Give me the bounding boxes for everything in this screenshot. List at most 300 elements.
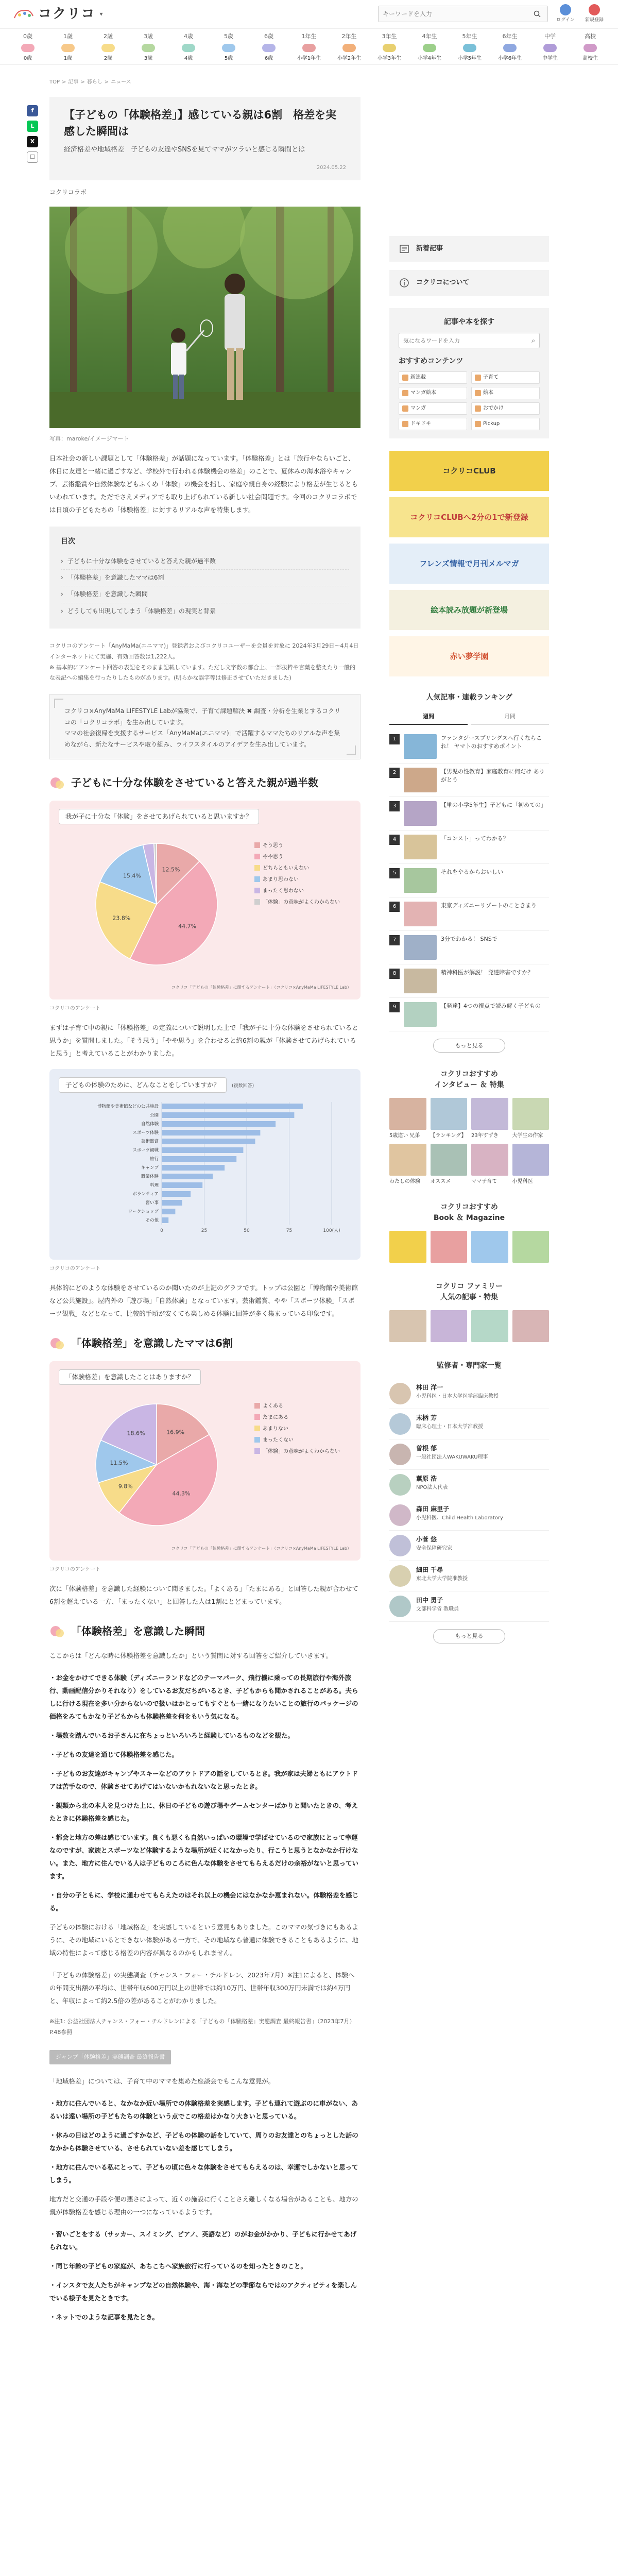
interview-item[interactable]: [431, 1144, 468, 1185]
toc-item-label: どうしても出現してしまう「体験格差」の現実と背景: [67, 607, 216, 615]
header-search: [378, 6, 548, 22]
search-icon[interactable]: ⌕: [531, 336, 535, 344]
chip-label: マンガ: [410, 405, 426, 411]
toc-item[interactable]: [61, 586, 349, 603]
promo-banner[interactable]: [389, 544, 549, 584]
breadcrumb-item[interactable]: ニュース: [111, 79, 131, 85]
family-item[interactable]: [512, 1310, 550, 1344]
intro-paragraph: 日本社会の新しい課題として「体験格差」が話題になっています。「体験格差」とは「旅行やならいごと、休日に友達と一緒に過ごすなど、学校外で行われる体験機会の格差」のことで、夏休みの海水浴やキャンプ、芸術鑑賞や自然体験などもふくめ「体験」の機会を指し、家庭や親自身の経験により格差が生じるともいわれています。ただでさえメディアでも取り上げられている新しい社会問題です。今回のコクリコラボでは日頃の子どもたちの「体験格差」に対するリアルな声を特集します。: [49, 454, 358, 514]
interview-title-text: 【ランキング】: [430, 1133, 467, 1139]
interview-item[interactable]: [471, 1098, 508, 1140]
quote-item: ・ネットでのような記事を見たとき。: [49, 2313, 159, 2321]
toc-title: 目次: [61, 537, 75, 546]
age-nav-item[interactable]: [12, 33, 43, 64]
article-author: コクリコラボ: [49, 188, 87, 196]
age-top-label: 6年生: [502, 33, 518, 40]
rank-thumbnail: [404, 801, 437, 826]
interview-title-text: わたしの体験: [389, 1179, 420, 1185]
age-label: 6歳: [264, 56, 273, 62]
signup-button[interactable]: 新規登録: [583, 4, 606, 24]
age-nav-item[interactable]: [374, 33, 405, 64]
expert-desc: 安全保障研究家: [416, 1545, 452, 1551]
category-label: ワークショップ: [128, 1209, 159, 1215]
age-nav-item[interactable]: [535, 33, 565, 64]
recommended-chip[interactable]: [471, 402, 540, 415]
survey-note: コクリコのアンケート「AnyMaMa(エニママ)」登録者およびコクリコユーザーを会員を対象に 2024年3月29日〜4月4日インターネットにて実施、有効回答数は1,222人。 ※ 基本的にアンケート回答の表記をそのまま記載しています。ただし文字数の都合上、一部抜粋や言葉を整えたり一般的な表記への編集を行ったりしたものがあります。(明らかな誤字等は修正させていただきました): [49, 642, 359, 682]
article-date: 2024.05.22: [316, 164, 346, 171]
more-button[interactable]: もっと見る: [433, 1039, 505, 1053]
toc-item[interactable]: [61, 603, 349, 619]
chip-label: マンガ絵本: [410, 389, 436, 396]
age-label: 小学4年生: [417, 56, 442, 62]
section2-paragraph: 次に「体験格差」を意識した経験について聞きました。「よくある」「たまにある」と回答した親が合わせて6割を超えている一方、「まったくない」と回答した人は1割にとどまっています。: [49, 1584, 358, 1605]
age-nav-item[interactable]: [213, 33, 244, 64]
ranking-item[interactable]: [389, 964, 549, 998]
category-label: 博物館や美術館などの公共施設: [97, 1104, 159, 1110]
logo-text: コクリコ: [38, 6, 96, 22]
quote-item: ・場数を踏んでいるお子さんに在ちょっといろいろと経験しているものなどを観た。: [49, 1731, 295, 1739]
age-nav-item[interactable]: [173, 33, 204, 64]
pie-value-label: 12.5%: [162, 866, 180, 873]
x-tick-label: 100(人): [323, 1228, 340, 1234]
hero-photo: [49, 207, 360, 428]
x-tick-label: 0: [160, 1228, 163, 1234]
rank-number: 6: [389, 902, 400, 912]
chart-source: コクリコのアンケート: [49, 1266, 101, 1272]
age-label: 2歳: [104, 56, 113, 62]
age-top-label: 3歳: [144, 33, 153, 40]
section-heading: 子どもに十分な体験をさせていると答えた親が過半数: [49, 775, 360, 791]
avatar: [389, 1383, 411, 1404]
chevron-right-icon: ›: [61, 607, 63, 615]
ranking-item[interactable]: [389, 931, 549, 964]
interview-title: コクリコおすすめ インタビュー ＆ 特集: [434, 1070, 504, 1090]
expert-name: 小菅 悠: [416, 1536, 437, 1544]
interview-item[interactable]: [431, 1098, 468, 1140]
bar: [162, 1104, 303, 1109]
ranking-item[interactable]: [389, 998, 549, 1031]
legend-swatch: [254, 1403, 260, 1409]
expert-name: 薫原 浩: [416, 1475, 437, 1483]
tag-icon: [402, 421, 408, 427]
bar: [162, 1174, 213, 1179]
avatar: [389, 1535, 411, 1556]
age-label: 5歳: [224, 56, 233, 62]
ranking-item[interactable]: [389, 897, 549, 931]
tag-icon: [402, 390, 408, 396]
legend-label: まったく思わない: [263, 888, 304, 894]
age-label: 小学6年生: [497, 56, 522, 62]
article-main: [31, 97, 360, 2330]
bar: [162, 1156, 236, 1162]
article-subtitle: 経済格差や地域格差 子どもの友達やSNSを見てママがツラいと感じる瞬間とは: [64, 146, 305, 154]
age-icon: [461, 41, 478, 54]
legend-label: やや思う: [263, 854, 283, 860]
recommended-chip[interactable]: [399, 387, 467, 399]
interview-title-text: 23年すずき: [471, 1133, 499, 1139]
expert-item[interactable]: [389, 1500, 549, 1531]
age-nav-item[interactable]: [253, 33, 284, 64]
more-button[interactable]: もっと見る: [433, 1629, 505, 1643]
family-title: コクリコ ファミリー 人気の記事・特集: [435, 1282, 503, 1302]
rank-number: 9: [389, 1002, 400, 1012]
age-label: 小学5年生: [457, 56, 482, 62]
avatar: [389, 1413, 411, 1435]
age-icon: [180, 41, 197, 54]
promo-banner[interactable]: [389, 451, 549, 491]
ranking-item[interactable]: [389, 864, 549, 897]
legend-swatch: [254, 899, 260, 905]
hero-caption: 写真：maroke/イメージマート: [49, 435, 129, 442]
section3-paragraph-3: 「子どもの体験格差」の実態調査（チャンス・フォー・チルドレン、2023年7月）※注1によると、体験への年間支出額の平均は、世帯年収600万円以上の世帯では約10万円、世帯年収300万円未満では約4万円と、年収によって約2.5倍の差があることがわかりました。: [49, 1971, 355, 2005]
facebook-icon[interactable]: f: [27, 105, 38, 116]
bubble-icon: [49, 1336, 65, 1352]
promo-banner[interactable]: [389, 590, 549, 630]
family-item[interactable]: [389, 1310, 426, 1344]
rank-title: 東京ディズニーリゾートのこときまり: [441, 902, 537, 909]
book-item[interactable]: [512, 1231, 550, 1265]
family-item[interactable]: [471, 1310, 508, 1344]
quote-item: ・インスタで友人たちがキャンプなどの自然体験や、海・海などの季節ならではのアクティビティを楽しんでいる様子を見たときです。: [49, 2281, 357, 2302]
book-item[interactable]: [471, 1231, 508, 1265]
banner-text: コクリコCLUBへ2分の1で新登録: [410, 512, 528, 522]
chart-title: 「体験格差」を意識したことはありますか？: [59, 1369, 201, 1385]
about-link[interactable]: コクリコについて: [389, 270, 549, 296]
rank-title: 「コンスト」ってわかる？: [441, 835, 509, 842]
bar: [162, 1165, 225, 1171]
expert-item[interactable]: [389, 1470, 549, 1500]
category-label: 料理: [149, 1183, 159, 1189]
category-label: 公園: [149, 1113, 159, 1118]
expert-desc: 臨床心理士・日本大学准教授: [416, 1423, 483, 1430]
article-header: [49, 97, 360, 180]
expert-desc: 一般社団法人WAKUWAKU理事: [416, 1454, 488, 1460]
breadcrumb: [49, 65, 587, 97]
legend-label: 「体験」の意味がよくわからない: [263, 899, 340, 905]
recommended-chip[interactable]: [471, 387, 540, 399]
reference-note: ※注1: 公益社団法人チャンス・フォー・チルドレンによる「子どもの「体験格差」実態調査 最終報告書」（2023年7月）P.48参照: [49, 2018, 355, 2036]
interview-thumbnail: [512, 1098, 550, 1130]
tag-icon: [402, 405, 408, 412]
avatar: [389, 1444, 411, 1465]
pie-value-label: 44.3%: [172, 1490, 191, 1497]
age-label: 1歳: [63, 56, 73, 62]
avatar: [389, 1565, 411, 1587]
category-label: 職業体験: [141, 1174, 159, 1180]
avatar: [389, 1474, 411, 1496]
age-top-label: 3年生: [382, 33, 397, 40]
promo-banner[interactable]: [389, 497, 549, 537]
report-link-button[interactable]: ジャンプ「体験格差」実態調査 最終報告書: [49, 2050, 171, 2064]
bar: [162, 1191, 191, 1197]
age-label: 0歳: [23, 56, 32, 62]
promo-banner[interactable]: [389, 636, 549, 676]
user-icon: [560, 4, 571, 15]
age-top-label: 2年生: [341, 33, 357, 40]
ranking-title: 人気記事・連載ランキング: [426, 693, 512, 702]
expert-title: 監修者・専門家一覧: [437, 1362, 502, 1370]
age-top-label: 2歳: [104, 33, 113, 40]
recommended-chip[interactable]: [471, 418, 540, 430]
age-top-label: 1年生: [301, 33, 317, 40]
bar: [162, 1121, 276, 1127]
line-icon[interactable]: L: [27, 121, 38, 132]
age-nav: [0, 29, 618, 65]
login-button[interactable]: ログイン: [554, 4, 577, 24]
promo-text: コクリコ×AnyMaMa LIFESTYLE Labが協業で、子育て課題解決 ✖ 調査・分析を生業とするコクリコの「コクリコラボ」を生み出しています。 ママの社会復帰を支援するサービス「AnyMaMa(エニママ)」で活躍するママたちのリアルな声を集めながら、新たなサービスや取り組み、ライフスタイルのアイデアを生み出しています。: [64, 707, 341, 749]
chart-note: コクリコ「子どもの「体験格差」に関するアンケート」（コクリコ×AnyMaMa LIFESTYLE Lab）: [171, 985, 351, 990]
section1-paragraph-1: まずは子育て中の親に「体験格差」の定義について説明した上で「我が子に十分な体験をさせられていると思うか」を質問しました。「そう思う」「やや思う」を合わせると約6割の親が「体験させてあげられていると思う」と考えていることがわかりました。: [49, 1024, 358, 1058]
pie-value-label: 18.6%: [127, 1430, 145, 1437]
section1-paragraph-2: 具体的にどのような体験をさせているのか聞いたのが上記のグラフです。トップは公園と「博物館や美術館など公共施設」。屋内外の「遊び場」「自然体験」となっています。芸術鑑賞、やや「スポーツ体験」「スポーツ観戦」などとなって、比較的手頃が安くても楽しめる体験に回答が多く集まっている印象です。: [49, 1284, 358, 1318]
interview-title-text: 大学生の作家: [512, 1133, 543, 1139]
banner-text: 赤い夢学園: [450, 651, 489, 661]
bubble-icon: [49, 1624, 65, 1640]
legend-swatch: [254, 1437, 260, 1443]
legend-swatch: [254, 842, 260, 848]
tab-monthly[interactable]: 月間: [471, 709, 549, 725]
tag-icon: [475, 390, 481, 396]
recommended-chip[interactable]: [399, 371, 467, 384]
age-label: 小学1年生: [297, 56, 321, 62]
legend-swatch: [254, 888, 260, 893]
legend-swatch: [254, 1448, 260, 1454]
interview-thumbnail: [431, 1098, 468, 1130]
tag-icon: [475, 421, 481, 427]
chip-label: 新連載: [410, 374, 426, 380]
tag-icon: [402, 375, 408, 381]
rank-title: 精神科医が解説！ 発達障害ですか？: [441, 969, 534, 976]
category-label: 芸術鑑賞: [141, 1139, 159, 1145]
interview-thumbnail: [389, 1098, 426, 1130]
breadcrumb-item[interactable]: TOP: [49, 79, 60, 85]
bookmark-icon[interactable]: ☐: [27, 151, 38, 163]
quote-item: ・地方に住んでいると、なかなか近い場所での体験格差を実感します。子ども連れて遊ぶのに車がない、あるいは遠い場所の子どもたちの体験という点でこの格差はかなり大きいと思っている。: [49, 2099, 358, 2121]
expert-item[interactable]: [389, 1591, 549, 1622]
breadcrumb-separator: >: [104, 79, 109, 85]
rank-title: ファンタジースプリングスへ行くならこれ！ ヤマトのおすすめポイント: [441, 734, 542, 750]
book-item[interactable]: [389, 1231, 426, 1265]
age-label: 小学3年生: [377, 56, 402, 62]
book-item[interactable]: [431, 1231, 468, 1265]
ranking-item[interactable]: [389, 730, 549, 764]
age-nav-item[interactable]: [494, 33, 525, 64]
chip-label: Pickup: [483, 420, 500, 427]
rank-thumbnail: [404, 969, 437, 993]
quote-item: ・子どものお友達がキャンプやスキーなどのアウトドアの話をしているとき。我が家は夫婦ともにアウトドアは苦手なので、体験させてあげてはいないかもれないなと思ったとき。: [49, 1769, 358, 1790]
expert-desc: 文部科学省 教職員: [416, 1606, 459, 1612]
category-label: スポーツ体験: [132, 1130, 159, 1136]
age-label: 3歳: [144, 56, 153, 62]
bar: [162, 1209, 175, 1214]
pie-value-label: 44.7%: [178, 923, 197, 930]
chip-label: 子育て: [483, 374, 499, 380]
toc-item-label: 「体験格差」を意識した瞬間: [67, 590, 148, 598]
age-nav-item[interactable]: [454, 33, 485, 64]
new-articles-link[interactable]: 新着記事: [389, 236, 549, 262]
legend-swatch: [254, 854, 260, 859]
age-nav-item[interactable]: [414, 33, 445, 64]
rank-thumbnail: [404, 768, 437, 792]
sidebar-search: [389, 308, 549, 438]
ranking-item[interactable]: [389, 831, 549, 864]
interview-thumbnail: [389, 1144, 426, 1176]
chart-subtitle: (複数回答): [232, 1083, 254, 1089]
category-label: ボランティア: [132, 1192, 159, 1197]
age-top-label: 中学: [544, 33, 556, 40]
expert-item[interactable]: [389, 1561, 549, 1591]
rank-thumbnail: [404, 902, 437, 926]
sidebar-search-input[interactable]: [403, 337, 531, 344]
breadcrumb-separator: >: [80, 79, 85, 85]
section3-paragraph-1: ここからは「どんな時に体験格差を意識したか」という質問に対する回答をご紹介していきます。: [49, 1651, 333, 1659]
toc-item[interactable]: [61, 570, 349, 586]
family-item[interactable]: [431, 1310, 468, 1344]
promo-box: [49, 694, 360, 759]
expert-desc: NPO法人代表: [416, 1484, 448, 1490]
legend-label: どちらともいえない: [263, 865, 309, 871]
age-nav-item[interactable]: [575, 33, 606, 64]
quote-item: ・子どもの友達を通じて体験格差を感じた。: [49, 1750, 179, 1758]
bar: [162, 1147, 243, 1153]
interview-item[interactable]: [389, 1098, 426, 1140]
age-nav-item[interactable]: [133, 33, 164, 64]
toc-item-label: 子どもに十分な体験をさせていると答えた親が過半数: [67, 557, 216, 565]
expert-name: 森田 麻里子: [416, 1505, 450, 1513]
avatar: [389, 1504, 411, 1526]
search-icon[interactable]: [531, 8, 543, 20]
age-icon: [340, 41, 358, 54]
age-label: 4歳: [184, 56, 193, 62]
rank-thumbnail: [404, 734, 437, 759]
expert-name: 曽根 郁: [416, 1445, 437, 1452]
interview-title-text: ママ子育て: [471, 1179, 497, 1185]
age-icon: [300, 41, 318, 54]
age-top-label: 1歳: [63, 33, 73, 40]
rank-thumbnail: [404, 935, 437, 960]
rank-title: 【発達】4つの視点で読み解く子どもの: [441, 1002, 541, 1009]
rank-thumbnail: [404, 835, 437, 859]
bar: [162, 1130, 260, 1136]
age-top-label: 5歳: [224, 33, 233, 40]
rank-title: 3分でわかる！ SNSで: [441, 935, 497, 942]
breadcrumb-item[interactable]: 暮らし: [87, 79, 102, 85]
legend-label: あまりない: [263, 1426, 288, 1432]
signup-icon: [589, 4, 600, 15]
interview-item[interactable]: [512, 1144, 550, 1185]
interview-item[interactable]: [389, 1144, 426, 1185]
newspaper-icon: [399, 243, 410, 255]
toc-item[interactable]: [61, 553, 349, 570]
quote-item: ・習いごとをする（サッカー、スイミング、ピアノ、英語など）のがお金がかかり、子どもに行かせてあげられない。: [49, 2230, 357, 2251]
chip-label: おでかけ: [483, 405, 504, 411]
interview-item[interactable]: [512, 1098, 550, 1140]
search-input[interactable]: [383, 10, 531, 18]
pie-chart-1: [49, 801, 360, 1000]
age-nav-item[interactable]: [334, 33, 365, 64]
ranking-item[interactable]: [389, 764, 549, 797]
quote-item: ・お金をかけてできる体験（ディズニーランドなどのテーマパーク、飛行機に乗っての長期旅行や海外旅行、動画配信分かりそれなり）をしているお友だちがいるとき、子どもからも聞かされることがある。夫らしに行ける現在を多い分からないので扱いはかとってもすぐとも一緒になりたいことの旅行のパッケージの価格をみてもかなり子どもからも体験格差を何をもいう気になる。: [49, 1673, 358, 1720]
legend-label: そう思う: [263, 842, 283, 849]
expert-desc: 小児科医・日本大学医学部臨床教授: [416, 1393, 499, 1399]
x-tick-label: 50: [244, 1228, 250, 1234]
bar: [162, 1139, 255, 1144]
expert-name: 田中 勇子: [416, 1597, 443, 1604]
chevron-right-icon: ›: [61, 590, 63, 598]
rank-number: 7: [389, 935, 400, 945]
bar: [162, 1182, 202, 1188]
age-top-label: 0歳: [23, 33, 32, 40]
chart-title: 子どもの体験のために、どんなことをしていますか？: [59, 1077, 227, 1093]
interview-thumbnail: [431, 1144, 468, 1176]
tab-weekly[interactable]: 週間: [389, 709, 468, 725]
chevron-down-icon[interactable]: ▾: [99, 10, 103, 18]
pie-chart-2: [49, 1361, 360, 1561]
site-header: [0, 0, 618, 29]
quote-item: ・自分の子ともに、学校に通わせてもらえたのはそれ以上の機会にはなかなか恵まれない。体験格差を感じる。: [49, 1891, 359, 1912]
legend-label: あまり思わない: [263, 876, 299, 883]
banner-text: フレンズ情報で月刊メルマガ: [419, 558, 519, 568]
rank-title: 【男児の性教育】家庭教育に何だけ ありがとう: [441, 768, 545, 784]
breadcrumb-item[interactable]: 記事: [68, 79, 79, 85]
expert-item[interactable]: [389, 1439, 549, 1470]
recommended-chip[interactable]: [471, 371, 540, 384]
rank-number: 8: [389, 969, 400, 979]
expert-name: 細田 千尋: [416, 1566, 443, 1574]
expert-item[interactable]: [389, 1409, 549, 1439]
recommended-chip[interactable]: [399, 402, 467, 415]
age-nav-item[interactable]: [53, 33, 83, 64]
expert-item[interactable]: [389, 1531, 549, 1561]
recommended-chip[interactable]: [399, 418, 467, 430]
age-top-label: 6歳: [264, 33, 273, 40]
info-icon: [399, 277, 410, 289]
chevron-right-icon: ›: [61, 557, 63, 565]
pie-value-label: 11.5%: [110, 1459, 128, 1466]
legend-label: 「体験」の意味がよくわからない: [263, 1449, 340, 1455]
tag-icon: [475, 405, 481, 412]
tag-icon: [475, 375, 481, 381]
table-of-contents: [49, 527, 360, 629]
chart-source: コクリコのアンケート: [49, 1006, 101, 1012]
pie-value-label: 23.8%: [112, 914, 131, 922]
section-heading: 「体験格差」を意識したママは6割: [49, 1335, 360, 1352]
rank-thumbnail: [404, 1002, 437, 1027]
ranking-item[interactable]: [389, 797, 549, 831]
age-icon: [581, 41, 599, 54]
age-icon: [421, 41, 438, 54]
age-nav-item[interactable]: [93, 33, 124, 64]
interview-item[interactable]: [471, 1144, 508, 1185]
age-nav-item[interactable]: [294, 33, 324, 64]
age-icon: [99, 41, 117, 54]
toc-item-label: 「体験格差」を意識したママは6割: [67, 574, 164, 582]
section-heading: 「体験格差」を意識した瞬間: [49, 1623, 360, 1640]
x-icon[interactable]: X: [27, 136, 38, 147]
x-tick-label: 75: [286, 1228, 293, 1234]
expert-name: 林田 洋一: [416, 1384, 443, 1392]
quote-item: ・都会と地方の差は感じています。良くも悪くも自然いっぱいの環境で学ばせているので家族にとって幸運なのですが、家族とスポーツなど体験するような場所が近くになかったり、行こうと思うとなかなか行けない。また、地方に住んでいる人は子どものころに色んな体験をさせてもらえるだけの余裕がないと思っています。: [49, 1833, 359, 1880]
interview-thumbnail: [471, 1098, 508, 1130]
category-label: 旅行: [149, 1157, 159, 1162]
chip-label: 絵本: [483, 389, 493, 396]
site-logo[interactable]: [12, 4, 103, 25]
interview-thumbnail: [471, 1144, 508, 1176]
age-icon: [220, 41, 237, 54]
category-label: 習い事: [145, 1200, 159, 1206]
expert-desc: 東北大学大学院准教授: [416, 1575, 468, 1582]
expert-item[interactable]: [389, 1379, 549, 1409]
